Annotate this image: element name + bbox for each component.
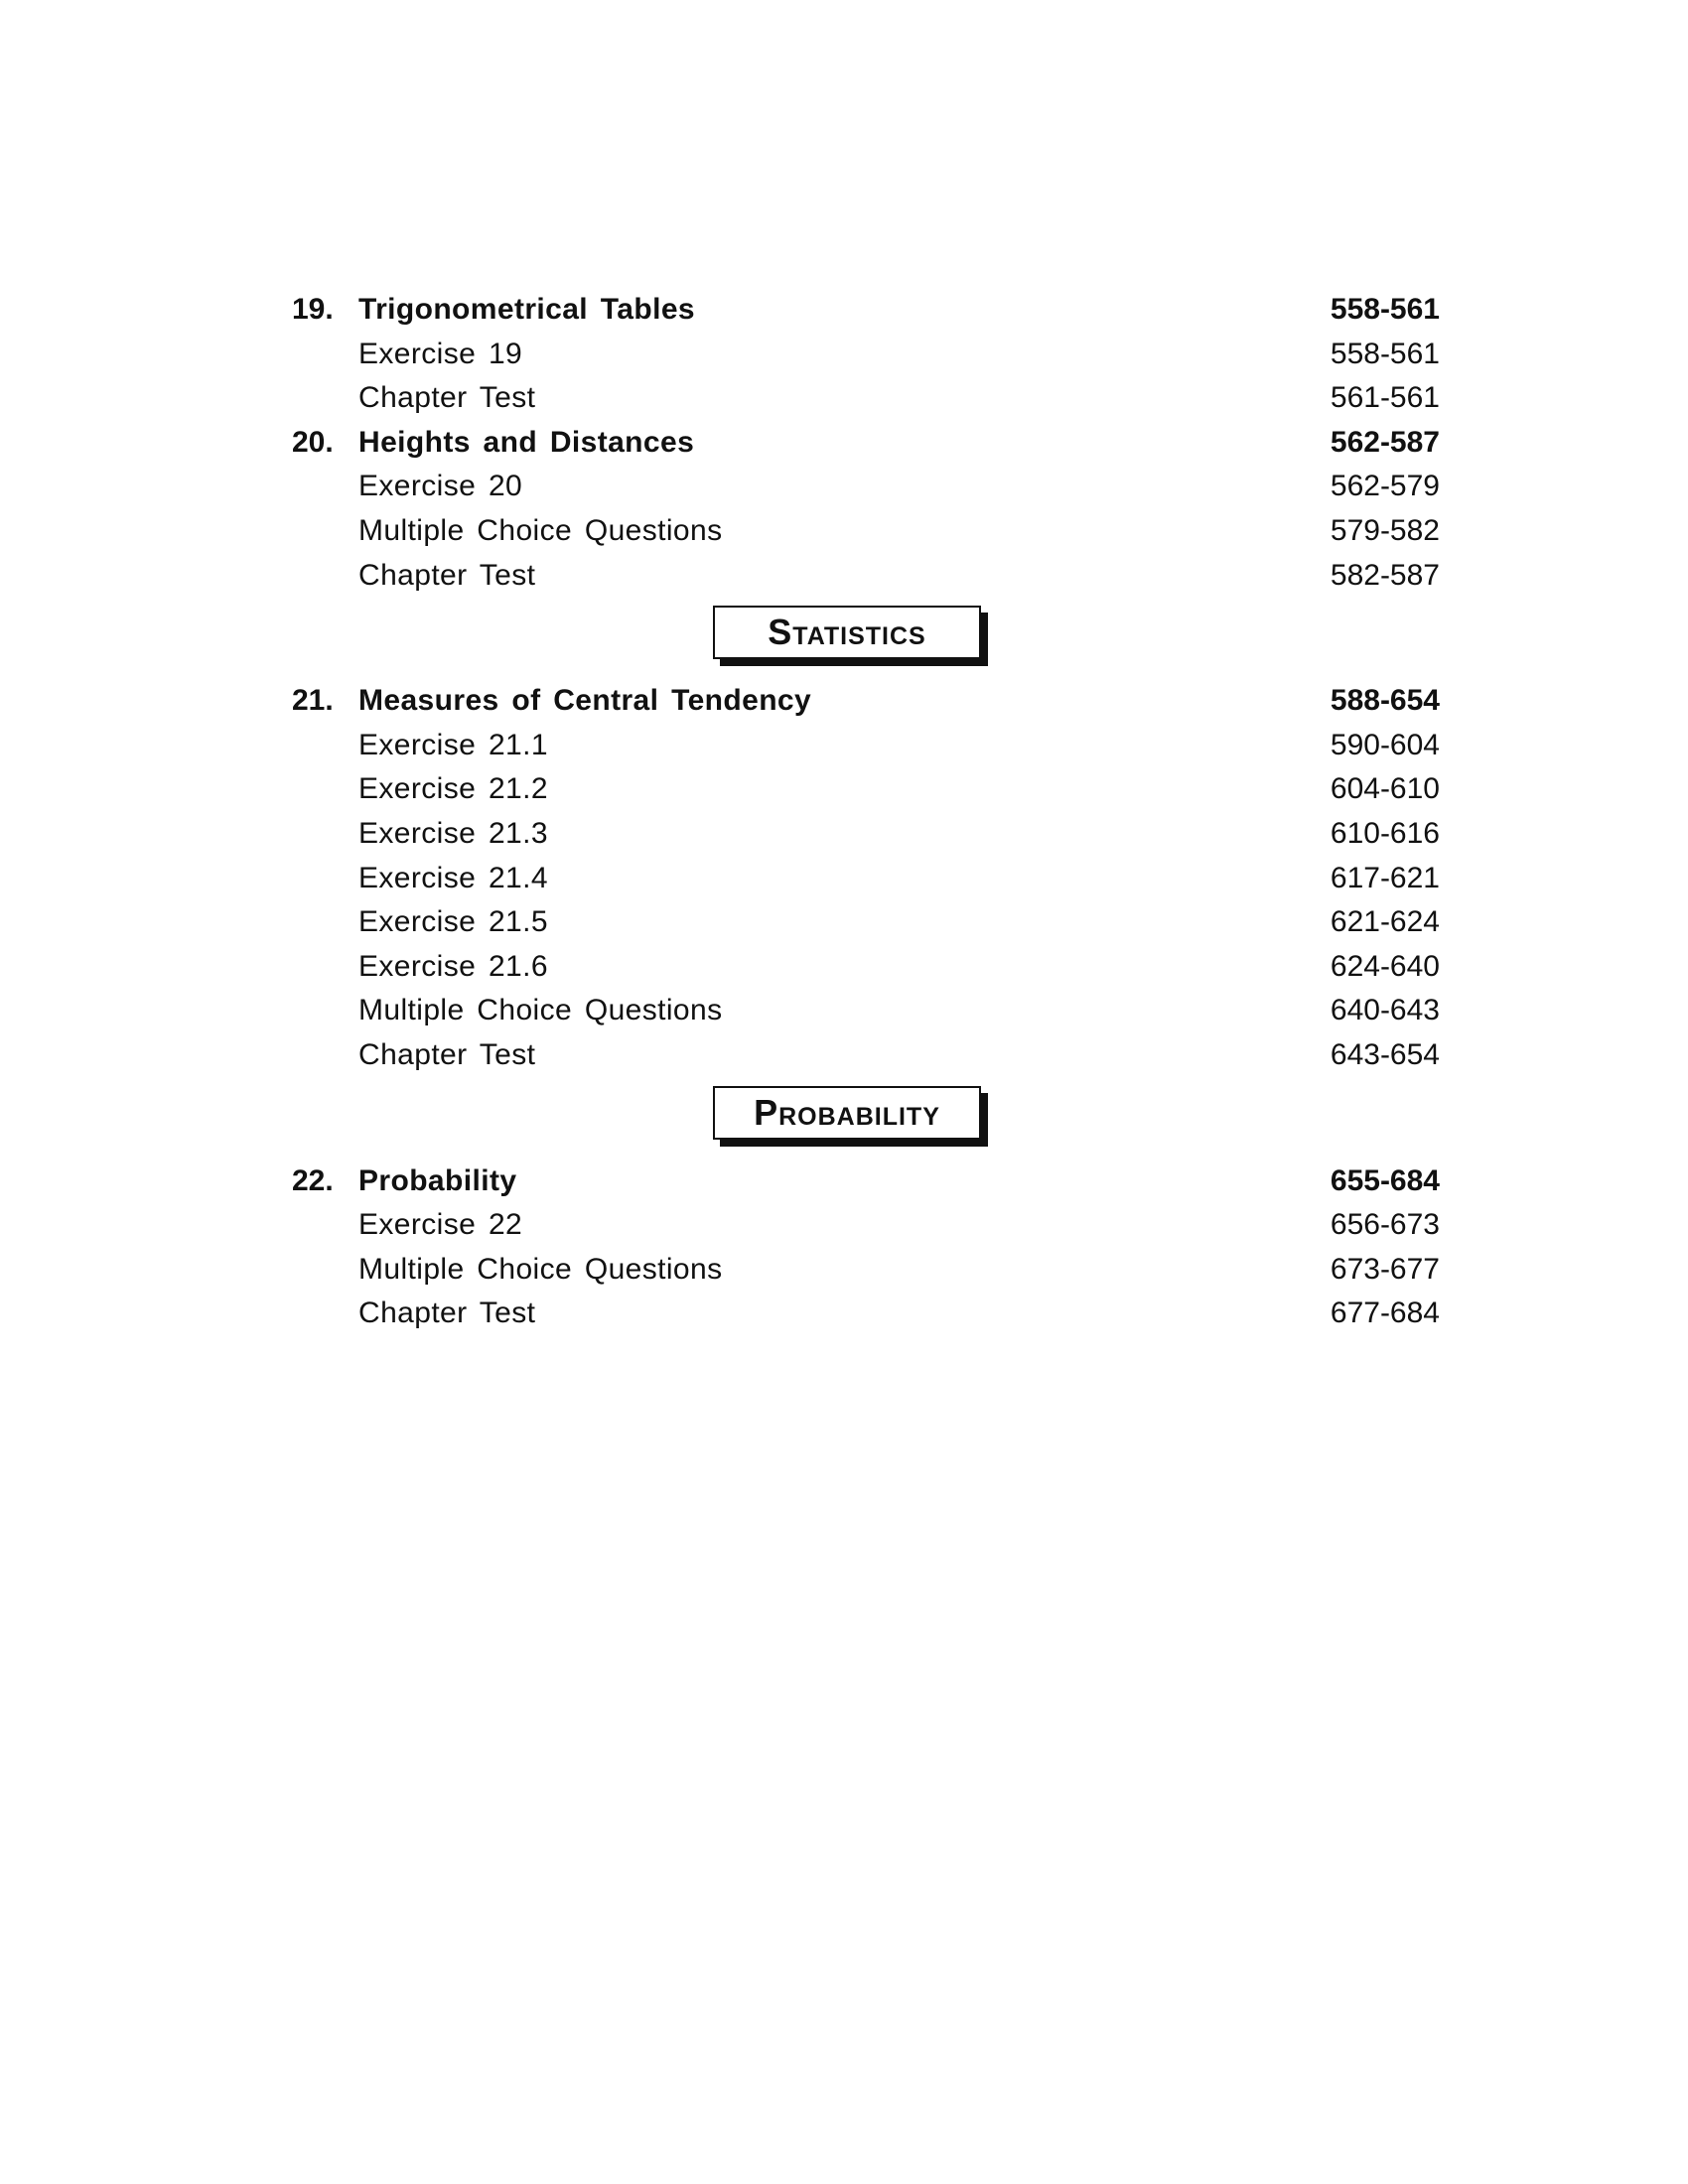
section-heading-label: Probability: [713, 1086, 981, 1140]
page-range: 561-561: [1330, 381, 1440, 415]
entry-row: [292, 724, 1440, 768]
entry-row: [292, 554, 1440, 599]
chapter-title: Probability: [358, 1163, 517, 1197]
page-range: 562-587: [1330, 425, 1440, 459]
entry-title: Multiple Choice Questions: [358, 1252, 723, 1286]
page-range: 582-587: [1330, 558, 1440, 592]
entry-title: Exercise 19: [358, 337, 523, 370]
entry-row: [292, 376, 1440, 421]
page-range: 643-654: [1330, 1037, 1440, 1071]
entry-row: [292, 509, 1440, 554]
page-range: 655-684: [1330, 1163, 1440, 1197]
page-range: 624-640: [1330, 949, 1440, 983]
page-range: 677-684: [1330, 1297, 1440, 1330]
entry-title: Exercise 21.3: [358, 816, 548, 850]
entry-row: [292, 1292, 1440, 1336]
chapter-title: Trigonometrical Tables: [358, 293, 695, 326]
entry-title: Exercise 22: [358, 1208, 523, 1242]
entry-title: Exercise 21.1: [358, 728, 548, 761]
entry-row: [292, 465, 1440, 509]
entry-title: Multiple Choice Questions: [358, 994, 723, 1027]
entry-row: [292, 1033, 1440, 1078]
entry-title: Exercise 21.5: [358, 905, 548, 939]
entry-title: Chapter Test: [358, 558, 536, 592]
entry-title: Chapter Test: [358, 1037, 536, 1071]
chapter-row: [292, 288, 1440, 333]
page-range: 590-604: [1330, 728, 1440, 761]
page-range: 588-654: [1330, 684, 1440, 718]
section-heading: [292, 606, 1440, 677]
entry-row: [292, 989, 1440, 1033]
section-heading-label: Statistics: [713, 606, 981, 659]
entry-row: [292, 767, 1440, 812]
chapter-row: [292, 421, 1440, 466]
page-range: 604-610: [1330, 772, 1440, 806]
chapter-number: 20.: [292, 425, 334, 459]
entry-title: Multiple Choice Questions: [358, 513, 723, 547]
page-range: 579-582: [1330, 513, 1440, 547]
page-range: 621-624: [1330, 905, 1440, 939]
table-of-contents: [292, 288, 1440, 1336]
page-range: 558-561: [1330, 337, 1440, 370]
entry-title: Exercise 20: [358, 470, 523, 503]
entry-row: [292, 857, 1440, 901]
page-range: 656-673: [1330, 1208, 1440, 1242]
page-range: 562-579: [1330, 470, 1440, 503]
entry-row: [292, 812, 1440, 857]
entry-title: Exercise 21.2: [358, 772, 548, 806]
chapter-row: [292, 1160, 1440, 1204]
entry-title: Chapter Test: [358, 381, 536, 415]
entry-title: Exercise 21.6: [358, 949, 548, 983]
entry-row: [292, 945, 1440, 990]
page-range: 558-561: [1330, 293, 1440, 326]
entry-row: [292, 900, 1440, 945]
chapter-number: 19.: [292, 293, 334, 326]
entry-title: Exercise 21.4: [358, 861, 548, 894]
entry-title: Chapter Test: [358, 1297, 536, 1330]
page-range: 617-621: [1330, 861, 1440, 894]
entry-row: [292, 333, 1440, 377]
chapter-number: 21.: [292, 684, 334, 718]
page-range: 673-677: [1330, 1252, 1440, 1286]
entry-row: [292, 1203, 1440, 1248]
chapter-title: Heights and Distances: [358, 425, 695, 459]
chapter-title: Measures of Central Tendency: [358, 684, 812, 718]
chapter-row: [292, 679, 1440, 724]
page-range: 610-616: [1330, 816, 1440, 850]
page-range: 640-643: [1330, 994, 1440, 1027]
section-heading: [292, 1086, 1440, 1158]
chapter-number: 22.: [292, 1163, 334, 1197]
entry-row: [292, 1248, 1440, 1293]
